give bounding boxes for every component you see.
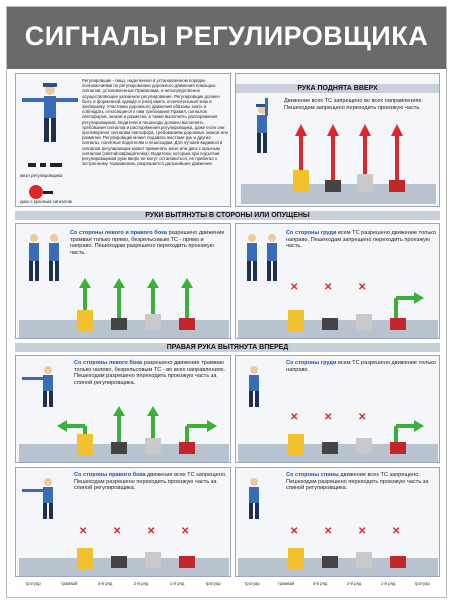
svg-text:✕: ✕ [324,412,333,423]
arms-out-right-panel [235,223,440,339]
lane-label: 3-й ряд [312,581,328,586]
back-text: движение всех ТС запрещено. Пешеходам разрешено переходить проезжую часть за спиной регулировщика. [286,472,429,492]
left-side-panel [15,355,231,463]
svg-text:✕: ✕ [358,526,367,537]
hand-up-heading: РУКА ПОДНЯТА ВВЕРХ [236,84,439,93]
controller-arm-forward-figure [20,360,72,410]
chest-bold: Со стороны груди [286,360,337,366]
chest-text: всем ТС разрешено движение только направо. [286,360,436,373]
arms-out-left-lanes-diagram [19,276,229,338]
lane-label: тротуар [414,581,430,586]
svg-text:✕: ✕ [358,412,367,423]
back-caption [286,472,436,492]
lane-label: 1-й ряд [380,581,396,586]
lane-label: трамвай [277,581,295,586]
svg-text:✕: ✕ [79,526,88,537]
arms-out-right-text: всем ТС разрешено движение только направо. Пешеходам запрещено переходить проезжую часть. [286,230,436,250]
lane-labels-right [235,581,440,591]
lane-label: тротуар [205,581,221,586]
lane-label: тротуар [25,581,41,586]
svg-text:✕: ✕ [290,282,299,293]
svg-text:✕: ✕ [113,526,122,537]
right-forward-heading: ПРАВАЯ РУКА ВЫТЯНУТА ВПЕРЕД [15,343,440,352]
svg-text:✕: ✕ [290,526,299,537]
right-side-bold: Со стороны правого бока [74,472,146,478]
disc-label: диск с красным сигналом [20,199,72,204]
hand-up-lanes-diagram [241,114,436,204]
chest-caption [286,360,436,373]
poster [6,6,447,598]
arms-out-right-lanes-diagram [238,276,438,338]
controller-chest-figure [240,360,270,410]
svg-text:✕: ✕ [324,526,333,537]
baton-label: жезл регулировщика [20,173,63,178]
arms-out-left-panel [15,223,231,339]
controller-right-side-figure [20,472,72,522]
arms-out-heading: РУКИ ВЫТЯНУТЫ В СТОРОНЫ ИЛИ ОПУЩЕНЫ [15,211,440,220]
arms-out-left-text: разрешено движение трамвая только прямо, безрельсовым ТС - прямо и направо. Пешеходам разрешено переходить проезжую часть. [70,230,225,256]
traffic-controller-figure [20,80,82,150]
baton-icon [26,158,66,172]
left-side-text: разрешено движение трамваю только налево, безрельсовым ТС - во всех направлениях. Пешеходам разрешено переходить проезжую часть за спиной регулировщика. [74,360,226,386]
back-lanes-diagram [238,518,438,576]
arms-out-right-caption [286,230,436,250]
poster-title: СИГНАЛЫ РЕГУЛИРОВЩИКА [24,21,429,51]
right-side-panel [15,467,231,577]
back-bold: Со стороны спины [286,472,339,478]
lane-label: 1-й ряд [169,581,185,586]
controller-back-figure [240,472,270,522]
svg-text:✕: ✕ [324,282,333,293]
right-side-text: движение всех ТС запрещено. Пешеходам разрешено переходить проезжую часть за спиной регулировщика. [74,472,227,492]
intro-text: Регулировщик - лицо, наделенное в установленном порядке полномочиями по регулированию дорожного движения помощью сигналов, установленных Правилами, и непосредственно осуществляющее указанное регулирование. Регулировщик должен быть в форменной одежде и (или) иметь отличительный знак и экипировку. Участники дорожного движения обязаны знать и соблюдать относящиеся к ним требования Правил, сигналов светофоров, знаков и разметки, а также выполнять распоряжения регулировщиков. Водители и пешеходы должны выполнять требования сигналов и распоряжения регулировщика, даже если они противоречат сигналам светофора, требованиям дорожных знаков или разметки. Регулировщик может подавать жестами рук и другие сигналы, понятные водителям и пешеходам. Для лучшей видимости сигналов регулировщик может применять жезл или диск с красным сигналом (световозвращателем). Водители, которым при подъятии регулировщиком руки вверх не могут остановиться, не прибегая к экстренному торможению, разрешается дальнейшее движение. [82,78,228,167]
intro-panel [15,73,231,207]
left-side-caption [74,360,228,386]
chest-lanes-diagram [238,406,438,462]
lane-label: тротуар [244,581,260,586]
lane-label: 2-й ряд [133,581,149,586]
svg-text:✕: ✕ [181,526,190,537]
lane-label: 2-й ряд [346,581,362,586]
right-side-caption [74,472,228,492]
left-side-bold: Со стороны левого бока [74,360,143,366]
arms-out-right-bold: Со стороны груди [286,230,337,236]
back-panel [235,467,440,577]
arms-out-left-caption [70,230,228,256]
svg-text:✕: ✕ [147,526,156,537]
chest-panel [235,355,440,463]
svg-text:✕: ✕ [392,526,401,537]
svg-text:✕: ✕ [358,282,367,293]
poster-header [7,7,446,69]
svg-text:✕: ✕ [290,412,299,423]
right-side-lanes-diagram [19,518,229,576]
arms-out-left-bold: Со стороны левого и правого бока [70,230,168,236]
lane-label: трамвай [60,581,78,586]
left-side-lanes-diagram [19,406,229,462]
hand-up-panel [235,73,440,207]
lane-labels-left [15,581,231,591]
hand-up-text: Движение всех ТС запрещено во всех направлениях. Пешеходам запрещено переходить проезжую часть. [284,98,423,111]
lane-label: 3-й ряд [97,581,113,586]
